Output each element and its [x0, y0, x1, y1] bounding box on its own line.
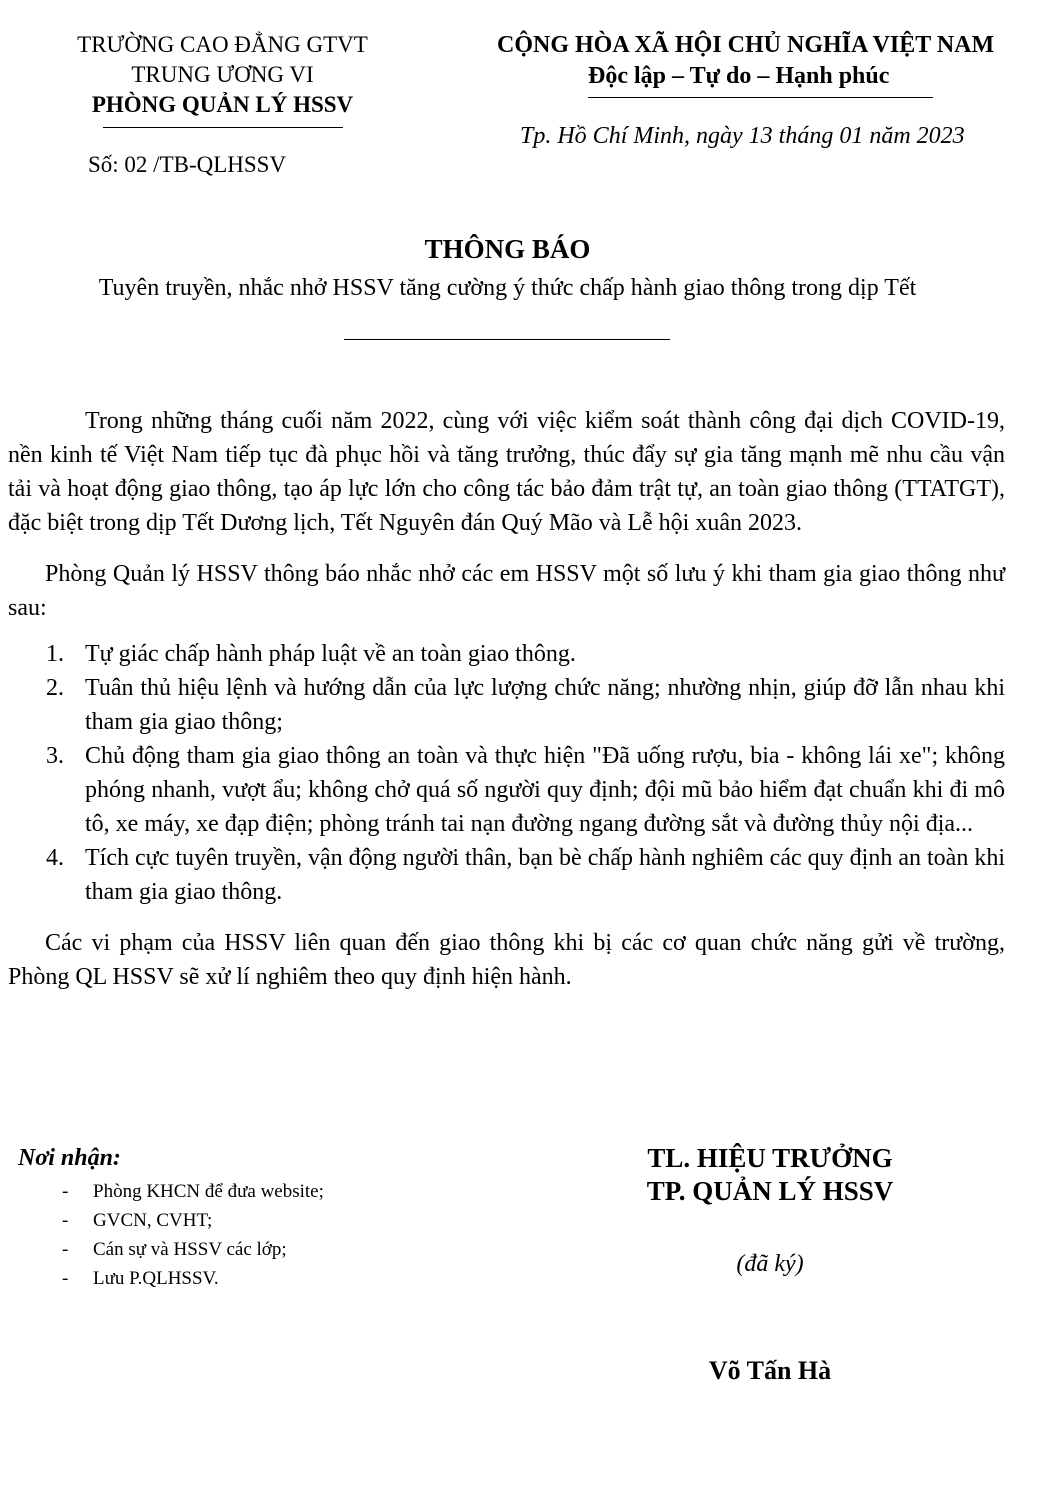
org-department: PHÒNG QUẢN LÝ HSSV: [91, 92, 354, 117]
issue-date: Tp. Hồ Chí Minh, ngày 13 tháng 01 năm 2023: [520, 123, 965, 149]
list-item: 4. Tích cực tuyên truyền, vận động người thân, bạn bè chấp hành nghiêm các quy định an toàn khi tham gia giao thông.: [46, 845, 1005, 905]
signature-block: [560, 1142, 980, 1386]
body-paragraph-intro: Trong những tháng cuối năm 2022, cùng với việc kiểm soát thành công đại dịch COVID-19, nền kinh tế Việt Nam tiếp tục đà phục hồi và tăng trưởng, thúc đẩy sự gia tăng mạnh mẽ nhu cầu vận tải và hoạt động giao thông, tạo áp lực lớn cho công tác bảo đảm trật tự, an toàn giao thông (TTATGT), đặc biệt trong dịp Tết Dương lịch, Tết Nguyên đán Quý Mão và Lễ hội xuân 2023.: [8, 408, 1005, 536]
list-item: - Cán sự và HSSV các lớp;: [62, 1239, 287, 1260]
signer-title: TP. QUẢN LÝ HSSV: [646, 1176, 894, 1206]
country-name: CỘNG HÒA XÃ HỘI CHỦ NGHĨA VIỆT NAM: [497, 32, 995, 58]
recipients-block: [18, 1143, 438, 1293]
motto-underline: [588, 97, 933, 98]
body-paragraph-violations: Các vi phạm của HSSV liên quan đến giao thông khi bị các cơ quan chức năng gửi về trường, Phòng QL HSSV sẽ xử lí nghiêm theo quy định hiện hành.: [8, 930, 1005, 990]
document-body: [8, 404, 1005, 994]
recipients-list: [18, 1177, 438, 1293]
org-parent-line2: TRUNG ƯƠNG VI: [131, 62, 314, 87]
traffic-rules-list: [8, 637, 1005, 909]
issuing-organization: [30, 30, 415, 128]
document-number: Số: 02 /TB-QLHSSV: [88, 152, 287, 177]
document-subtitle: Tuyên truyền, nhắc nhở HSSV tăng cường ý thức chấp hành giao thông trong dịp Tết: [98, 275, 917, 301]
list-item: - GVCN, CVHT;: [62, 1210, 213, 1231]
org-underline: [103, 127, 343, 128]
org-parent-line1: TRƯỜNG CAO ĐẲNG GTVT: [77, 32, 368, 57]
list-item: - Phòng KHCN để đưa website;: [62, 1181, 324, 1202]
title-underline: [344, 339, 670, 340]
list-item: - Lưu P.QLHSSV.: [62, 1268, 219, 1289]
signer-authority: TL. HIỆU TRƯỞNG: [647, 1143, 893, 1173]
signer-name: Võ Tấn Hà: [708, 1356, 832, 1385]
recipients-heading: Nơi nhận:: [18, 1145, 121, 1171]
list-item: 2. Tuân thủ hiệu lệnh và hướng dẫn của lực lượng chức năng; nhường nhịn, giúp đỡ lẫn nhau khi tham gia giao thông;: [46, 675, 1005, 735]
body-paragraph-notice: Phòng Quản lý HSSV thông báo nhắc nhở các em HSSV một số lưu ý khi tham gia giao thông như sau:: [8, 561, 1005, 621]
document-title: THÔNG BÁO: [424, 234, 591, 264]
list-item: 3. Chủ động tham gia giao thông an toàn và thực hiện "Đã uống rượu, bia - không lái xe"; không phóng nhanh, vượt ẩu; không chở quá số người quy định; đội mũ bảo hiểm đạt chuẩn khi đi mô tô, xe máy, xe đạp điện; phòng tránh tai nạn đường ngang đường sắt và đường thủy nội địa...: [46, 743, 1005, 837]
signed-note: (đã ký): [736, 1251, 804, 1277]
motto-line: Độc lập – Tự do – Hạnh phúc: [588, 63, 890, 89]
list-item: 1. Tự giác chấp hành pháp luật về an toàn giao thông.: [46, 641, 576, 667]
